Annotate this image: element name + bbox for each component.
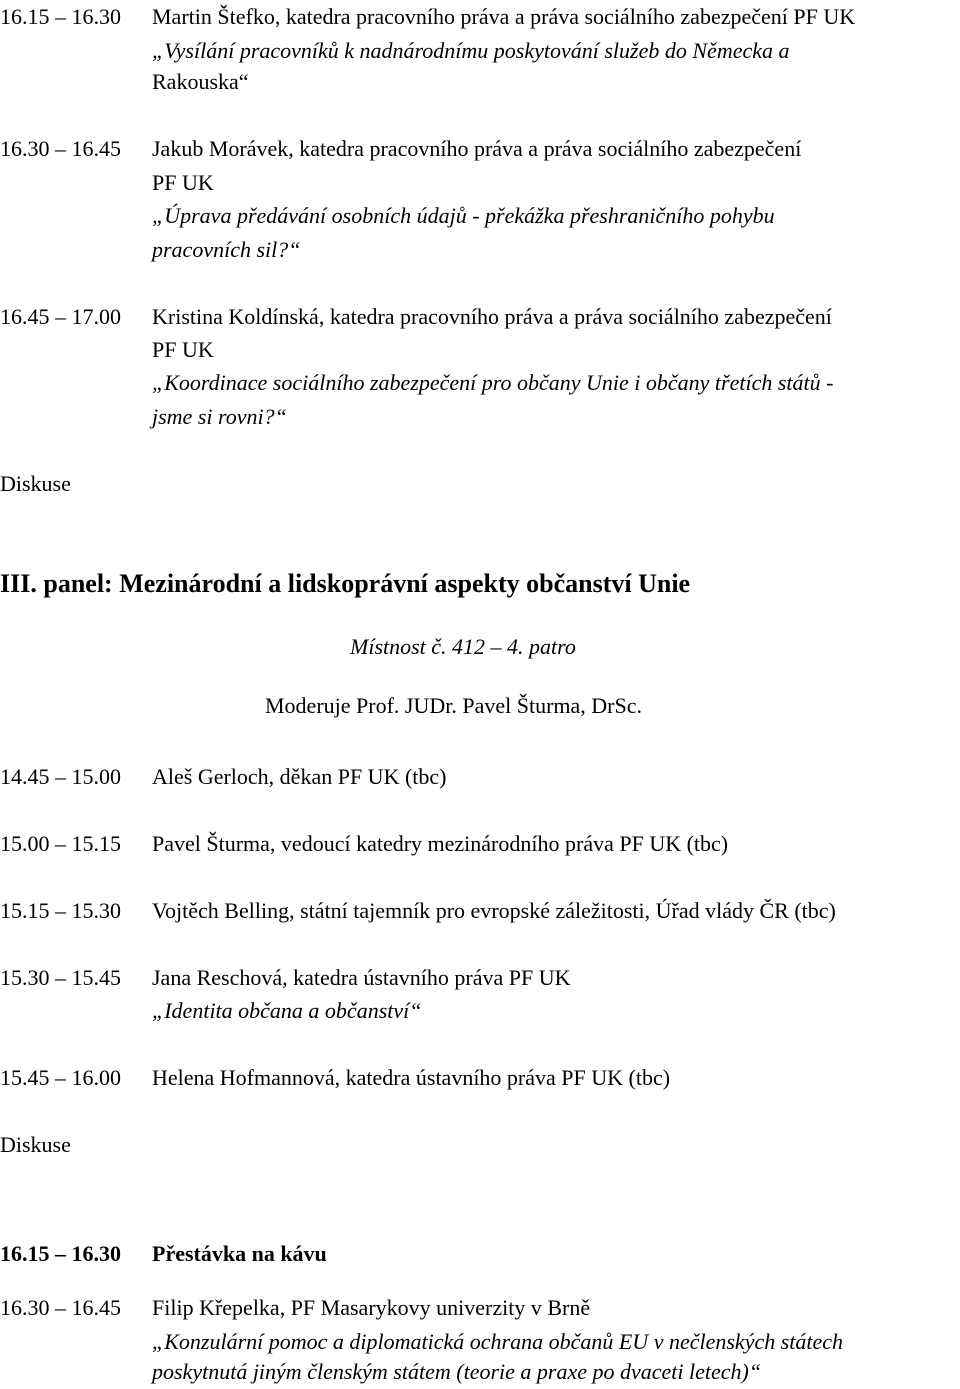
program-item-gerloch [0, 763, 447, 791]
speaker: Helena Hofmannová, katedra ústavního práva PF UK (tbc) [152, 1065, 671, 1090]
speaker: Kristina Koldínská, katedra pracovního práva a práva sociálního zabezpečení [152, 304, 832, 329]
coffee-break [0, 1240, 327, 1268]
talk-title: „Úprava předávání osobních údajů - překážka přeshraničního pohybu [152, 203, 775, 228]
panel-moderator: Moderuje Prof. JUDr. Pavel Šturma, DrSc. [265, 693, 643, 718]
speaker-cont: PF UK [152, 337, 214, 362]
program-item-belling [0, 897, 836, 925]
panel-title: III. panel: Mezinárodní a lidskoprávní aspekty občanství Unie [0, 569, 691, 598]
speaker: Martin Štefko, katedra pracovního práva a práva sociálního zabezpečení PF UK [152, 4, 856, 29]
program-item-stefko [0, 3, 855, 31]
speaker: Vojtěch Belling, státní tajemník pro evropské záležitosti, Úřad vlády ČR (tbc) [152, 898, 836, 923]
talk-title-cont: pracovních sil?“ [152, 237, 301, 262]
time-slot: 16.30 – 16.45 [0, 1295, 121, 1320]
talk-title: „Identita občana a občanství“ [152, 998, 422, 1023]
speaker: Jana Reschová, katedra ústavního práva PF UK [152, 965, 571, 990]
time-slot: 15.15 – 15.30 [0, 898, 121, 923]
time-slot: 16.30 – 16.45 [0, 136, 121, 161]
talk-title-cont: jsme si rovni?“ [152, 404, 287, 429]
break-label: Přestávka na kávu [152, 1241, 327, 1266]
program-item-hofmannova [0, 1064, 670, 1092]
speaker: Pavel Šturma, vedoucí katedry mezinárodního práva PF UK (tbc) [152, 831, 729, 856]
talk-title: „Koordinace sociálního zabezpečení pro občany Unie i občany třetích států - [152, 370, 834, 395]
talk-title-cont: Rakouska“ [152, 69, 249, 94]
speaker: Aleš Gerloch, děkan PF UK (tbc) [152, 764, 447, 789]
program-item-sturma [0, 830, 728, 858]
time-slot: 16.15 – 16.30 [0, 4, 121, 29]
discussion: Diskuse [0, 471, 71, 496]
program-item-moravek [0, 135, 801, 163]
speaker: Jakub Morávek, katedra pracovního práva a práva sociálního zabezpečení [152, 136, 802, 161]
time-slot: 15.45 – 16.00 [0, 1065, 121, 1090]
speaker: Filip Křepelka, PF Masarykovy univerzity v Brně [152, 1295, 591, 1320]
program-item-krepelka [0, 1294, 590, 1322]
talk-title-cont: poskytnutá jiným členským státem (teorie a praxe po dvaceti letech)“ [152, 1359, 762, 1384]
speaker-cont: PF UK [152, 170, 214, 195]
panel-room: Místnost č. 412 – 4. patro [350, 634, 576, 659]
time-slot: 15.00 – 15.15 [0, 831, 121, 856]
discussion: Diskuse [0, 1132, 71, 1157]
talk-title: „Vysílání pracovníků k nadnárodnímu poskytování služeb do Německa a [152, 38, 790, 63]
time-slot: 14.45 – 15.00 [0, 764, 121, 789]
program-item-reschova [0, 964, 571, 992]
time-slot: 16.45 – 17.00 [0, 304, 121, 329]
program-item-koldinska [0, 303, 832, 331]
time-slot: 16.15 – 16.30 [0, 1241, 121, 1266]
talk-title: „Konzulární pomoc a diplomatická ochrana občanů EU v nečlenských státech [152, 1329, 844, 1354]
time-slot: 15.30 – 15.45 [0, 965, 121, 990]
